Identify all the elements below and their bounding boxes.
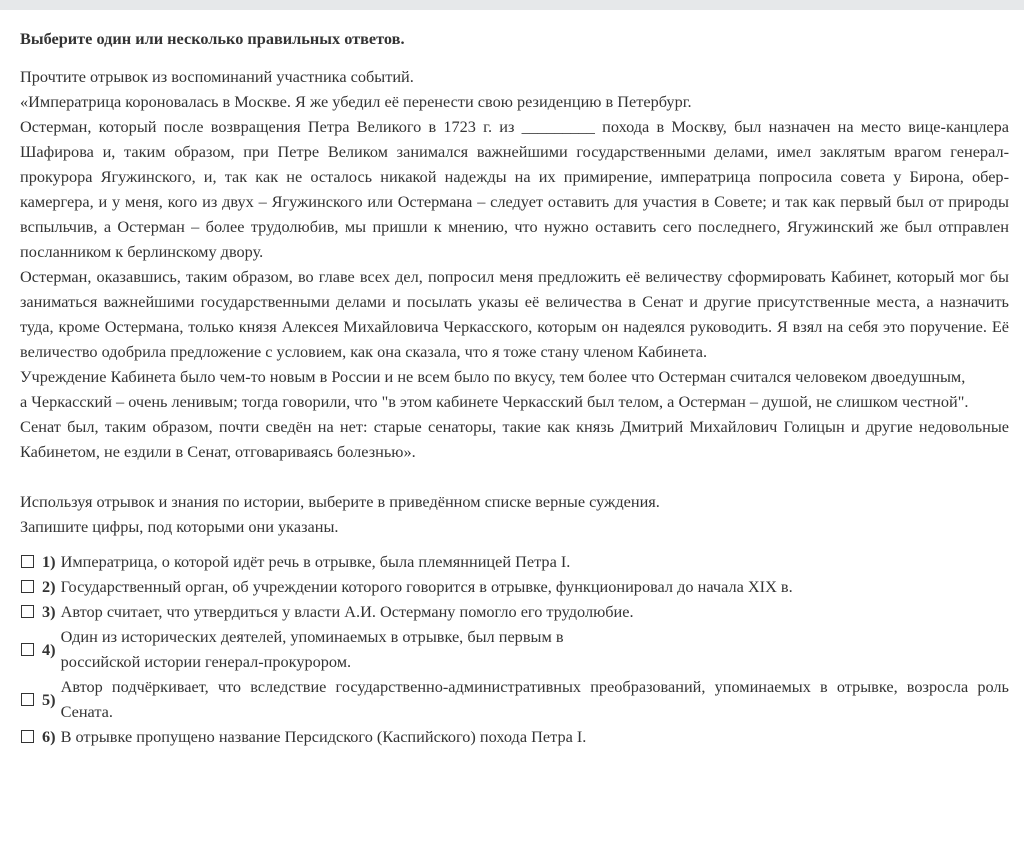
option-text: Государственный орган, об учреждении которого говорится в отрывке, функционировал до начала XIX в. (60, 577, 793, 596)
option-text: В отрывке пропущено название Персидского (Каспийского) похода Петра I. (60, 727, 587, 746)
answer-checkbox[interactable] (21, 605, 34, 618)
option-number: 2) (42, 577, 56, 596)
passage-intro: Прочтите отрывок из воспоминаний участника событий. (20, 67, 414, 86)
answer-option-4[interactable] (20, 624, 1009, 674)
passage-paragraph: Остерман, оказавшись, таким образом, во главе всех дел, попросил меня предложить её величеству сформировать Кабинет, который мог бы заниматься важнейшими государственными делами и посылать указы её величества в Сенат и другие присутственные места, а назначить туда, кроме Остермана, только князя Алексея Михайловича Черкасского, которым он надеялся руководить. Я взял на себя это поручение. Её величество одобрила предложение с условием, как она сказала, что я тоже стану членом Кабинета. (20, 267, 1009, 361)
passage-paragraph: «Императрица короновалась в Москве. Я же убедил её перенести свою резиденцию в Петербург. (20, 92, 692, 111)
option-number: 6) (42, 727, 56, 746)
passage-paragraph: Остерман, который после возвращения Петра Великого в 1723 г. из _________ похода в Москву, был назначен на место вице-канцлера Шафирова и, таким образом, при Петре Великом занимался важнейшими государственными делами, имел заклятым врагом генерал-прокурора Ягужинского, и, так как не осталось никакой надежды на их примирение, императрица попросила совета у Бирона, обер-камергера, и у меня, кого из двух – Ягужинского или Остермана – следует оставить для участия в Совете; и так как первый был от природы вспыльчив, а Остерман – более трудолюбив, мы пришли к мнению, что нужно оставить сего последнего, Ягужинский же был отправлен посланником к берлинскому двору. (20, 117, 1009, 261)
option-text: Автор считает, что утвердиться у власти А.И. Остерману помогло его трудолюбие. (60, 602, 634, 621)
answer-option-1[interactable] (20, 549, 1009, 574)
option-number: 1) (42, 552, 56, 571)
answer-options (20, 549, 1009, 749)
question-content (20, 26, 1009, 749)
answer-checkbox[interactable] (21, 580, 34, 593)
answer-option-5[interactable] (20, 674, 1009, 724)
answer-option-3[interactable] (20, 599, 1009, 624)
answer-checkbox[interactable] (21, 555, 34, 568)
option-number: 4) (42, 639, 56, 659)
answer-option-2[interactable] (20, 574, 1009, 599)
question-instruction: Выберите один или несколько правильных ответов. (20, 29, 405, 48)
option-number: 5) (42, 689, 56, 709)
top-bar (0, 0, 1024, 10)
option-text: Императрица, о которой идёт речь в отрывке, была племянницей Петра I. (60, 552, 571, 571)
task-line: Запишите цифры, под которыми они указаны. (20, 517, 339, 536)
option-number: 3) (42, 602, 56, 621)
answer-checkbox[interactable] (21, 693, 34, 706)
option-text: Один из исторических деятелей, упоминаемых в отрывке, был первым в российской истории генерал-прокурором. (60, 627, 564, 671)
passage-paragraph: а Черкасский – очень ленивым; тогда говорили, что "в этом кабинете Черкасский был телом, а Остерман – душой, не слишком честной". (20, 392, 969, 411)
answer-checkbox[interactable] (21, 730, 34, 743)
option-text: Автор подчёркивает, что вследствие государственно-административных преобразований, упоминаемых в отрывке, возросла роль Сената. (60, 677, 1009, 721)
answer-checkbox[interactable] (21, 643, 34, 656)
passage-paragraph: Сенат был, таким образом, почти сведён на нет: старые сенаторы, такие как князь Дмитрий Михайлович Голицын и другие недовольные Кабинетом, не ездили в Сенат, отговариваясь болезнью». (20, 417, 1009, 461)
answer-option-6[interactable] (20, 724, 1009, 749)
task-line: Используя отрывок и знания по истории, выберите в приведённом списке верные суждения. (20, 492, 660, 511)
source-passage (20, 64, 1009, 464)
passage-paragraph: Учреждение Кабинета было чем-то новым в России и не всем было по вкусу, тем более что Остерман считался человеком двоедушным, (20, 367, 966, 386)
task-instructions (20, 489, 1009, 539)
